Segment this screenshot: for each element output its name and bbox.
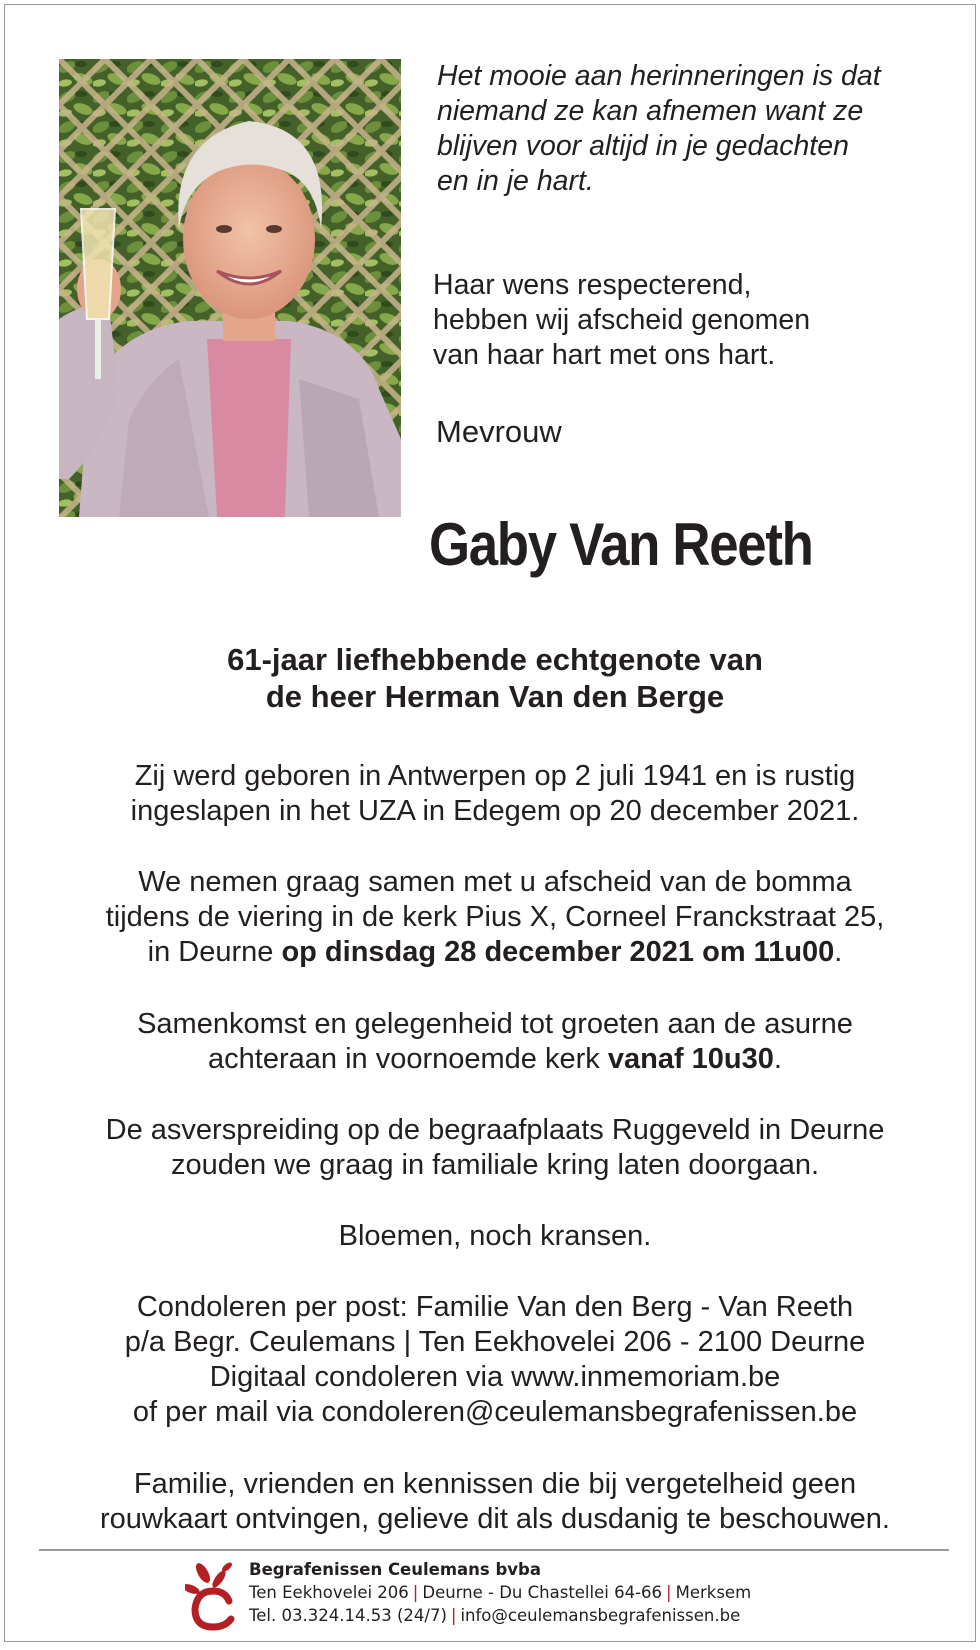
wish-line: hebben wij afscheid genomen bbox=[433, 304, 811, 336]
closing-note bbox=[5, 1467, 980, 1537]
closing-line: Familie, vrienden en kennissen die bij vergetelheid geen bbox=[133, 1468, 857, 1500]
address-line bbox=[249, 1581, 751, 1604]
footer-divider bbox=[39, 1549, 949, 1551]
gathering-period: . bbox=[773, 1043, 782, 1075]
birth-line: ingeslapen in het UZA in Edegem op 20 december 2021. bbox=[130, 795, 860, 827]
address-2: Deurne - Du Chastellei 64-66 bbox=[422, 1583, 663, 1602]
ceremony-line: tijdens de viering in de kerk Pius X, Corneel Franckstraat 25, bbox=[105, 901, 885, 933]
spouse-line: de heer Herman Van den Berge bbox=[265, 679, 725, 714]
ceremony-location: in Deurne bbox=[147, 936, 282, 968]
ceremony-line: We nemen graag samen met u afscheid van de bomma bbox=[138, 866, 852, 898]
email[interactable]: info@ceulemansbegrafenissen.be bbox=[460, 1606, 741, 1625]
deceased-name: Gaby Van Reeth bbox=[429, 511, 813, 578]
wish-line: Haar wens respecterend, bbox=[433, 269, 752, 301]
quote-line: Het mooie aan herinneringen is dat bbox=[437, 60, 881, 92]
funeral-home-logo-icon bbox=[185, 1561, 237, 1636]
wish-line: van haar hart met ons hart. bbox=[433, 339, 776, 371]
portrait-photo bbox=[59, 59, 401, 517]
spouse-line: 61-jaar liefhebbende echtgenote van bbox=[227, 642, 763, 677]
spouse-info bbox=[5, 641, 980, 715]
scattering-info bbox=[5, 1113, 980, 1183]
separator: | bbox=[412, 1583, 419, 1602]
obituary-card bbox=[4, 4, 976, 1642]
honorific: Mevrouw bbox=[436, 414, 562, 449]
condolence-line: p/a Begr. Ceulemans | Ten Eekhovelei 206 - 2100 Deurne bbox=[124, 1326, 866, 1358]
gathering-line bbox=[5, 1042, 980, 1077]
condolence-website[interactable]: Digitaal condoleren via www.inmemoriam.be bbox=[209, 1361, 781, 1393]
ceremony-info bbox=[5, 865, 980, 970]
condolence-info bbox=[5, 1290, 980, 1430]
gathering-line: Samenkomst en gelegenheid tot groeten aan de asurne bbox=[137, 1008, 853, 1040]
address-1: Ten Eekhovelei 206 bbox=[249, 1583, 409, 1602]
wish-text bbox=[433, 268, 933, 373]
ceremony-period: . bbox=[834, 936, 843, 968]
quote-line: blijven voor altijd in je gedachten bbox=[437, 130, 849, 162]
gathering-place: achteraan in voornoemde kerk bbox=[208, 1043, 608, 1075]
funeral-home-info bbox=[249, 1558, 751, 1627]
scattering-line: zouden we graag in familiale kring laten doorgaan. bbox=[170, 1149, 820, 1181]
scattering-line: De asverspreiding op de begraafplaats Ruggeveld in Deurne bbox=[105, 1114, 885, 1146]
ceremony-datetime: op dinsdag 28 december 2021 om 11u00 bbox=[281, 936, 835, 968]
quote-line: niemand ze kan afnemen want ze bbox=[437, 95, 864, 127]
address-3: Merksem bbox=[675, 1583, 752, 1602]
gathering-info bbox=[5, 1007, 980, 1077]
company-name: Begrafenissen Ceulemans bvba bbox=[249, 1560, 541, 1579]
memorial-quote bbox=[437, 59, 937, 199]
quote-line: en in je hart. bbox=[437, 165, 594, 197]
flowers-note: Bloemen, noch kransen. bbox=[338, 1220, 652, 1252]
portrait-illustration bbox=[59, 59, 401, 517]
separator: | bbox=[666, 1583, 672, 1602]
ceremony-line bbox=[5, 935, 980, 970]
birth-death-info bbox=[5, 759, 980, 829]
phone[interactable]: Tel. 03.324.14.53 (24/7) bbox=[249, 1606, 447, 1625]
condolence-email[interactable]: of per mail via condoleren@ceulemansbegrafenissen.be bbox=[132, 1396, 858, 1428]
contact-line bbox=[249, 1604, 751, 1627]
closing-line: rouwkaart ontvingen, gelieve dit als dusdanig te beschouwen. bbox=[100, 1503, 890, 1535]
gathering-time: vanaf 10u30 bbox=[607, 1043, 774, 1075]
condolence-line: Condoleren per post: Familie Van den Berg - Van Reeth bbox=[136, 1291, 854, 1323]
separator: | bbox=[450, 1606, 457, 1625]
birth-line: Zij werd geboren in Antwerpen op 2 juli 1941 en is rustig bbox=[134, 760, 856, 792]
